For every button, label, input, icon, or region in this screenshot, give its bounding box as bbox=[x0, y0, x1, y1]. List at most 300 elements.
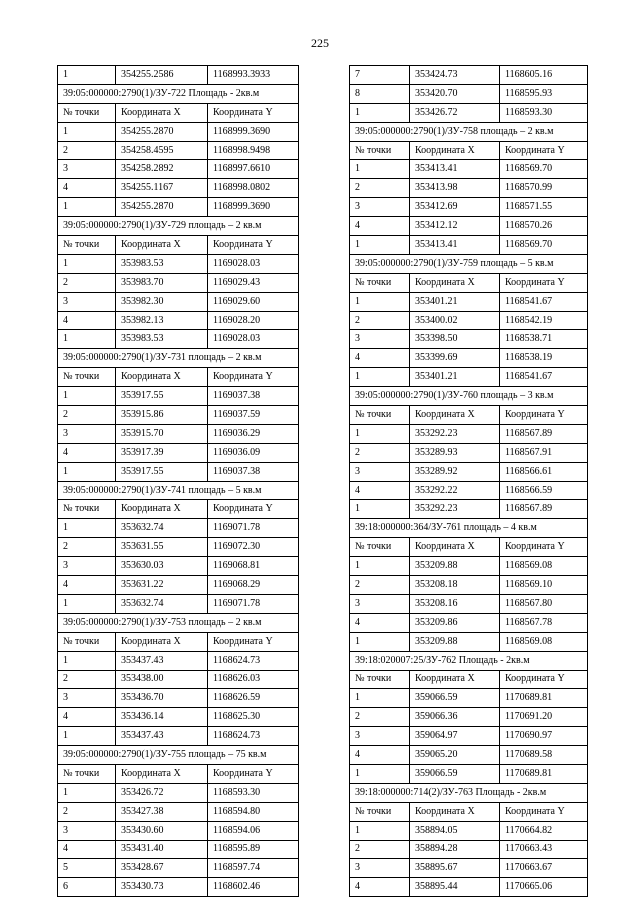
point-number-cell: 2 bbox=[58, 538, 116, 557]
coordinate-y-cell: 1170664.82 bbox=[500, 821, 588, 840]
coordinate-y-cell: 1168593.30 bbox=[500, 103, 588, 122]
point-number-cell: 1 bbox=[58, 651, 116, 670]
point-number-cell: 1 bbox=[58, 198, 116, 217]
coordinate-y-cell: Координата Y bbox=[208, 500, 299, 519]
point-number-cell: 1 bbox=[58, 783, 116, 802]
table-row bbox=[58, 576, 299, 595]
coordinate-x-cell: 358894.05 bbox=[410, 821, 500, 840]
coordinate-x-cell: 353983.53 bbox=[116, 254, 208, 273]
parcel-header-row bbox=[58, 613, 299, 632]
point-number-cell: 2 bbox=[58, 141, 116, 160]
table-row bbox=[58, 840, 299, 859]
coordinate-y-cell: Координата Y bbox=[500, 538, 588, 557]
point-number-cell: № точки bbox=[350, 141, 410, 160]
coordinate-x-cell: 353398.50 bbox=[410, 330, 500, 349]
coordinate-x-cell: Координата X bbox=[116, 764, 208, 783]
table-row bbox=[350, 576, 588, 595]
point-number-cell: 1 bbox=[350, 424, 410, 443]
coordinate-x-cell: 353413.41 bbox=[410, 236, 500, 255]
point-number-cell: 1 bbox=[58, 462, 116, 481]
coordinate-x-cell: Координата X bbox=[116, 500, 208, 519]
coordinate-x-cell: 353424.73 bbox=[410, 66, 500, 85]
coordinate-y-cell: 1169029.43 bbox=[208, 273, 299, 292]
coordinate-x-cell: 359066.59 bbox=[410, 689, 500, 708]
table-row bbox=[350, 878, 588, 897]
table-row bbox=[350, 349, 588, 368]
coordinate-x-cell: 358895.44 bbox=[410, 878, 500, 897]
point-number-cell: 3 bbox=[58, 160, 116, 179]
point-number-cell: № точки bbox=[58, 632, 116, 651]
coordinate-x-cell: 353428.67 bbox=[116, 859, 208, 878]
point-number-cell: № точки bbox=[350, 406, 410, 425]
table-row bbox=[58, 311, 299, 330]
coordinate-y-cell: 1168566.59 bbox=[500, 481, 588, 500]
coordinate-y-cell: 1168624.73 bbox=[208, 651, 299, 670]
coordinate-x-cell: 353436.14 bbox=[116, 708, 208, 727]
coordinate-x-cell: 353412.12 bbox=[410, 217, 500, 236]
point-number-cell: 2 bbox=[350, 179, 410, 198]
table-row bbox=[58, 122, 299, 141]
table-row bbox=[58, 179, 299, 198]
parcel-header-row bbox=[350, 387, 588, 406]
coordinate-y-cell: 1168570.26 bbox=[500, 217, 588, 236]
point-number-cell: 8 bbox=[350, 84, 410, 103]
point-number-cell: № точки bbox=[58, 500, 116, 519]
point-number-cell: 2 bbox=[350, 708, 410, 727]
table-row bbox=[350, 311, 588, 330]
coordinate-y-cell: 1168625.30 bbox=[208, 708, 299, 727]
point-number-cell: 3 bbox=[350, 198, 410, 217]
coordinate-x-cell: 353289.93 bbox=[410, 443, 500, 462]
point-number-cell: № точки bbox=[350, 670, 410, 689]
point-number-cell: 1 bbox=[350, 368, 410, 387]
coordinate-y-cell: 1168567.91 bbox=[500, 443, 588, 462]
parcel-header: 39:05:000000:2790(1)/ЗУ-731 площадь – 2 кв.м bbox=[58, 349, 299, 368]
coordinate-x-cell: 353208.16 bbox=[410, 594, 500, 613]
coordinate-y-cell: 1168542.19 bbox=[500, 311, 588, 330]
coordinate-y-cell: 1168569.70 bbox=[500, 160, 588, 179]
table-row bbox=[58, 727, 299, 746]
coordinate-y-cell: 1169068.81 bbox=[208, 557, 299, 576]
parcel-header: 39:05:000000:2790(1)/ЗУ-758 площадь – 2 кв.м bbox=[350, 122, 588, 141]
coordinate-x-cell: 353426.72 bbox=[116, 783, 208, 802]
point-number-cell: 1 bbox=[350, 689, 410, 708]
coordinate-x-cell: 353208.18 bbox=[410, 576, 500, 595]
parcel-header: 39:05:000000:2790(1)/ЗУ-760 площадь – 3 кв.м bbox=[350, 387, 588, 406]
table-row bbox=[58, 387, 299, 406]
column-header-row bbox=[350, 802, 588, 821]
parcel-header: 39:05:000000:2790(1)/ЗУ-753 площадь – 2 кв.м bbox=[58, 613, 299, 632]
coordinate-y-cell: 1170691.20 bbox=[500, 708, 588, 727]
table-row bbox=[58, 783, 299, 802]
parcel-header-row bbox=[58, 217, 299, 236]
coordinate-x-cell: 353917.39 bbox=[116, 443, 208, 462]
coordinate-y-cell: 1168594.80 bbox=[208, 802, 299, 821]
coordinate-x-cell: Координата X bbox=[410, 141, 500, 160]
table-row bbox=[350, 859, 588, 878]
point-number-cell: № точки bbox=[350, 273, 410, 292]
coordinate-y-cell: 1168567.80 bbox=[500, 594, 588, 613]
point-number-cell: 5 bbox=[58, 859, 116, 878]
coordinate-y-cell: 1168993.3933 bbox=[208, 66, 299, 85]
table-row bbox=[58, 821, 299, 840]
table-row bbox=[58, 557, 299, 576]
coordinate-y-cell: 1168569.08 bbox=[500, 557, 588, 576]
coordinate-y-cell: 1170665.06 bbox=[500, 878, 588, 897]
point-number-cell: 1 bbox=[58, 66, 116, 85]
table-row bbox=[58, 802, 299, 821]
coordinate-y-cell: Координата Y bbox=[500, 802, 588, 821]
coordinate-y-cell: Координата Y bbox=[208, 103, 299, 122]
coordinate-y-cell: 1169036.29 bbox=[208, 424, 299, 443]
point-number-cell: 4 bbox=[350, 878, 410, 897]
table-row bbox=[350, 689, 588, 708]
coordinate-x-cell: 358894.28 bbox=[410, 840, 500, 859]
table-row bbox=[350, 500, 588, 519]
table-row bbox=[350, 368, 588, 387]
coordinate-x-cell: 353426.72 bbox=[410, 103, 500, 122]
table-row bbox=[58, 273, 299, 292]
coordinate-x-cell: 353983.53 bbox=[116, 330, 208, 349]
parcel-header-row bbox=[350, 254, 588, 273]
column-header-row bbox=[58, 236, 299, 255]
coordinate-y-cell: 1168602.46 bbox=[208, 878, 299, 897]
table-row bbox=[350, 632, 588, 651]
point-number-cell: 1 bbox=[58, 254, 116, 273]
coordinate-y-cell: Координата Y bbox=[500, 141, 588, 160]
table-row bbox=[58, 519, 299, 538]
point-number-cell: 2 bbox=[58, 273, 116, 292]
table-row bbox=[58, 406, 299, 425]
coordinate-x-cell: 353292.23 bbox=[410, 424, 500, 443]
right-table-body bbox=[350, 66, 588, 897]
parcel-header: 39:18:000000:714(2)/ЗУ-763 Площадь - 2кв.м bbox=[350, 783, 588, 802]
table-row bbox=[350, 236, 588, 255]
coordinate-y-cell: 1168571.55 bbox=[500, 198, 588, 217]
parcel-header: 39:05:000000:2790(1)/ЗУ-755 площадь – 75 кв.м bbox=[58, 746, 299, 765]
coordinate-y-cell: 1169028.03 bbox=[208, 330, 299, 349]
table-row bbox=[58, 292, 299, 311]
coordinate-y-cell: 1168998.0802 bbox=[208, 179, 299, 198]
coordinate-y-cell: 1168541.67 bbox=[500, 292, 588, 311]
coordinate-y-cell: 1169037.38 bbox=[208, 387, 299, 406]
point-number-cell: 3 bbox=[58, 557, 116, 576]
coordinate-x-cell: 353631.22 bbox=[116, 576, 208, 595]
parcel-header: 39:18:020007:25/ЗУ-762 Площадь - 2кв.м bbox=[350, 651, 588, 670]
coordinate-x-cell: Координата X bbox=[410, 273, 500, 292]
coordinate-x-cell: Координата X bbox=[116, 368, 208, 387]
point-number-cell: 1 bbox=[350, 236, 410, 255]
table-row bbox=[350, 821, 588, 840]
point-number-cell: 1 bbox=[350, 632, 410, 651]
point-number-cell: 3 bbox=[350, 727, 410, 746]
table-row bbox=[350, 613, 588, 632]
point-number-cell: 4 bbox=[58, 443, 116, 462]
coordinate-y-cell: 1169071.78 bbox=[208, 519, 299, 538]
coordinate-x-cell: 353420.70 bbox=[410, 84, 500, 103]
coordinate-x-cell: 359065.20 bbox=[410, 746, 500, 765]
coordinate-y-cell: 1170689.81 bbox=[500, 764, 588, 783]
point-number-cell: 7 bbox=[350, 66, 410, 85]
table-row bbox=[350, 84, 588, 103]
coordinate-y-cell: 1168538.19 bbox=[500, 349, 588, 368]
table-row bbox=[58, 254, 299, 273]
coordinate-y-cell: 1169028.20 bbox=[208, 311, 299, 330]
point-number-cell: 6 bbox=[58, 878, 116, 897]
table-row bbox=[58, 594, 299, 613]
point-number-cell: 4 bbox=[58, 576, 116, 595]
column-header-row bbox=[58, 764, 299, 783]
coordinate-y-cell: Координата Y bbox=[500, 406, 588, 425]
table-row bbox=[350, 746, 588, 765]
coordinate-x-cell: 354255.2870 bbox=[116, 198, 208, 217]
coordinate-y-cell: 1169068.29 bbox=[208, 576, 299, 595]
point-number-cell: № точки bbox=[350, 538, 410, 557]
coordinate-y-cell: 1169037.38 bbox=[208, 462, 299, 481]
column-header-row bbox=[350, 141, 588, 160]
coordinate-x-cell: 353632.74 bbox=[116, 519, 208, 538]
coordinate-x-cell: 353430.73 bbox=[116, 878, 208, 897]
right-coordinates-table bbox=[349, 65, 588, 897]
table-row bbox=[58, 708, 299, 727]
coordinate-x-cell: 354255.2586 bbox=[116, 66, 208, 85]
coordinate-y-cell: 1168567.78 bbox=[500, 613, 588, 632]
point-number-cell: 4 bbox=[350, 217, 410, 236]
table-row bbox=[350, 217, 588, 236]
coordinate-y-cell: 1170663.67 bbox=[500, 859, 588, 878]
coordinate-x-cell: 353401.21 bbox=[410, 368, 500, 387]
coordinate-y-cell: 1168595.93 bbox=[500, 84, 588, 103]
point-number-cell: 2 bbox=[350, 576, 410, 595]
point-number-cell: 2 bbox=[350, 840, 410, 859]
coordinate-x-cell: 353292.23 bbox=[410, 500, 500, 519]
coordinate-y-cell: 1168566.61 bbox=[500, 462, 588, 481]
table-row bbox=[350, 840, 588, 859]
point-number-cell: 1 bbox=[58, 519, 116, 538]
point-number-cell: 4 bbox=[58, 311, 116, 330]
coordinate-y-cell: 1168569.10 bbox=[500, 576, 588, 595]
coordinate-y-cell: 1169071.78 bbox=[208, 594, 299, 613]
table-row bbox=[58, 160, 299, 179]
parcel-header: 39:05:000000:2790(1)/ЗУ-741 площадь – 5 кв.м bbox=[58, 481, 299, 500]
coordinate-x-cell: 353431.40 bbox=[116, 840, 208, 859]
coordinate-x-cell: 353412.69 bbox=[410, 198, 500, 217]
coordinate-y-cell: 1168538.71 bbox=[500, 330, 588, 349]
table-row bbox=[58, 670, 299, 689]
column-header-row bbox=[350, 406, 588, 425]
coordinate-y-cell: 1168569.70 bbox=[500, 236, 588, 255]
coordinate-y-cell: Координата Y bbox=[208, 632, 299, 651]
coordinate-x-cell: 353437.43 bbox=[116, 651, 208, 670]
page-number: 225 bbox=[311, 36, 329, 50]
table-row bbox=[350, 424, 588, 443]
coordinate-x-cell: 353209.88 bbox=[410, 557, 500, 576]
coordinate-y-cell: 1170663.43 bbox=[500, 840, 588, 859]
coordinate-x-cell: 358895.67 bbox=[410, 859, 500, 878]
point-number-cell: 1 bbox=[58, 122, 116, 141]
coordinate-x-cell: Координата X bbox=[410, 802, 500, 821]
left-coordinates-table bbox=[57, 65, 299, 897]
coordinate-y-cell: 1168594.06 bbox=[208, 821, 299, 840]
table-row bbox=[350, 179, 588, 198]
coordinate-x-cell: 353917.55 bbox=[116, 462, 208, 481]
point-number-cell: 3 bbox=[350, 594, 410, 613]
column-header-row bbox=[58, 632, 299, 651]
point-number-cell: 1 bbox=[350, 500, 410, 519]
coordinate-y-cell: 1169037.59 bbox=[208, 406, 299, 425]
table-row bbox=[58, 66, 299, 85]
coordinate-x-cell: 353437.43 bbox=[116, 727, 208, 746]
point-number-cell: № точки bbox=[58, 103, 116, 122]
coordinate-y-cell: 1168626.59 bbox=[208, 689, 299, 708]
table-row bbox=[350, 66, 588, 85]
table-row bbox=[350, 198, 588, 217]
coordinate-x-cell: 353292.22 bbox=[410, 481, 500, 500]
point-number-cell: 1 bbox=[58, 387, 116, 406]
column-header-row bbox=[58, 103, 299, 122]
coordinate-x-cell: 353915.86 bbox=[116, 406, 208, 425]
coordinate-y-cell: 1168999.3690 bbox=[208, 198, 299, 217]
coordinate-x-cell: Координата X bbox=[410, 406, 500, 425]
coordinate-y-cell: Координата Y bbox=[208, 236, 299, 255]
point-number-cell: 4 bbox=[58, 179, 116, 198]
point-number-cell: 4 bbox=[58, 840, 116, 859]
point-number-cell: 2 bbox=[58, 406, 116, 425]
table-row bbox=[58, 198, 299, 217]
parcel-header-row bbox=[350, 122, 588, 141]
coordinate-y-cell: 1169072.30 bbox=[208, 538, 299, 557]
coordinate-y-cell: 1168541.67 bbox=[500, 368, 588, 387]
table-row bbox=[350, 443, 588, 462]
table-row bbox=[58, 462, 299, 481]
coordinate-x-cell: 359064.97 bbox=[410, 727, 500, 746]
coordinate-x-cell: 353438.00 bbox=[116, 670, 208, 689]
coordinate-y-cell: 1170690.97 bbox=[500, 727, 588, 746]
coordinate-y-cell: 1170689.81 bbox=[500, 689, 588, 708]
coordinate-y-cell: 1168626.03 bbox=[208, 670, 299, 689]
coordinate-y-cell: 1168567.89 bbox=[500, 500, 588, 519]
point-number-cell: 1 bbox=[58, 330, 116, 349]
parcel-header-row bbox=[350, 783, 588, 802]
coordinate-x-cell: 353983.70 bbox=[116, 273, 208, 292]
parcel-header-row bbox=[58, 746, 299, 765]
coordinate-y-cell: Координата Y bbox=[500, 670, 588, 689]
coordinate-y-cell: 1168999.3690 bbox=[208, 122, 299, 141]
point-number-cell: 2 bbox=[350, 311, 410, 330]
coordinate-x-cell: 354255.2870 bbox=[116, 122, 208, 141]
coordinate-x-cell: 354258.2892 bbox=[116, 160, 208, 179]
coordinate-x-cell: 353413.41 bbox=[410, 160, 500, 179]
coordinate-x-cell: 354255.1167 bbox=[116, 179, 208, 198]
coordinate-y-cell: 1169029.60 bbox=[208, 292, 299, 311]
coordinate-x-cell: 359066.36 bbox=[410, 708, 500, 727]
point-number-cell: 1 bbox=[350, 821, 410, 840]
point-number-cell: 3 bbox=[350, 330, 410, 349]
table-row bbox=[350, 462, 588, 481]
parcel-header-row bbox=[58, 349, 299, 368]
point-number-cell: 3 bbox=[58, 689, 116, 708]
coordinate-x-cell: 353401.21 bbox=[410, 292, 500, 311]
column-header-row bbox=[58, 500, 299, 519]
coordinate-x-cell: 353209.88 bbox=[410, 632, 500, 651]
parcel-header: 39:05:000000:2790(1)/ЗУ-722 Площадь - 2кв.м bbox=[58, 84, 299, 103]
table-row bbox=[350, 727, 588, 746]
table-row bbox=[58, 859, 299, 878]
point-number-cell: № точки bbox=[58, 368, 116, 387]
point-number-cell: 2 bbox=[350, 443, 410, 462]
table-row bbox=[350, 481, 588, 500]
column-header-row bbox=[350, 273, 588, 292]
point-number-cell: № точки bbox=[58, 764, 116, 783]
coordinate-x-cell: 353427.38 bbox=[116, 802, 208, 821]
point-number-cell: № точки bbox=[350, 802, 410, 821]
left-table-body bbox=[58, 66, 299, 897]
table-row bbox=[350, 557, 588, 576]
coordinate-x-cell: 353436.70 bbox=[116, 689, 208, 708]
table-row bbox=[58, 538, 299, 557]
coordinate-x-cell: 353630.03 bbox=[116, 557, 208, 576]
coordinate-y-cell: 1169036.09 bbox=[208, 443, 299, 462]
parcel-header: 39:05:000000:2790(1)/ЗУ-729 площадь – 2 кв.м bbox=[58, 217, 299, 236]
coordinate-x-cell: 353413.98 bbox=[410, 179, 500, 198]
point-number-cell: 1 bbox=[350, 764, 410, 783]
point-number-cell: 3 bbox=[58, 821, 116, 840]
coordinate-y-cell: 1168597.74 bbox=[208, 859, 299, 878]
point-number-cell: 4 bbox=[350, 349, 410, 368]
coordinate-y-cell: Координата Y bbox=[500, 273, 588, 292]
coordinate-x-cell: 353400.02 bbox=[410, 311, 500, 330]
coordinate-y-cell: 1168570.99 bbox=[500, 179, 588, 198]
point-number-cell: 2 bbox=[58, 802, 116, 821]
coordinate-x-cell: 353631.55 bbox=[116, 538, 208, 557]
table-row bbox=[58, 878, 299, 897]
coordinate-x-cell: 353430.60 bbox=[116, 821, 208, 840]
point-number-cell: 1 bbox=[350, 292, 410, 311]
coordinate-x-cell: Координата X bbox=[410, 538, 500, 557]
coordinate-x-cell: Координата X bbox=[116, 103, 208, 122]
coordinate-y-cell: 1168997.6610 bbox=[208, 160, 299, 179]
table-row bbox=[350, 708, 588, 727]
table-row bbox=[58, 689, 299, 708]
point-number-cell: 3 bbox=[58, 292, 116, 311]
coordinate-x-cell: 353289.92 bbox=[410, 462, 500, 481]
point-number-cell: 3 bbox=[350, 859, 410, 878]
table-row bbox=[58, 330, 299, 349]
parcel-header: 39:05:000000:2790(1)/ЗУ-759 площадь – 5 кв.м bbox=[350, 254, 588, 273]
table-row bbox=[350, 764, 588, 783]
column-header-row bbox=[350, 538, 588, 557]
coordinate-x-cell: 353917.55 bbox=[116, 387, 208, 406]
point-number-cell: 3 bbox=[350, 462, 410, 481]
coordinate-x-cell: 353982.13 bbox=[116, 311, 208, 330]
table-row bbox=[58, 443, 299, 462]
point-number-cell: 1 bbox=[350, 103, 410, 122]
table-row bbox=[58, 651, 299, 670]
coordinate-x-cell: Координата X bbox=[410, 670, 500, 689]
point-number-cell: 4 bbox=[58, 708, 116, 727]
point-number-cell: 4 bbox=[350, 746, 410, 765]
coordinate-y-cell: 1170689.58 bbox=[500, 746, 588, 765]
point-number-cell: 1 bbox=[58, 727, 116, 746]
point-number-cell: 1 bbox=[58, 594, 116, 613]
coordinate-x-cell: Координата X bbox=[116, 236, 208, 255]
point-number-cell: 4 bbox=[350, 481, 410, 500]
coordinate-y-cell: 1169028.03 bbox=[208, 254, 299, 273]
coordinate-y-cell: 1168593.30 bbox=[208, 783, 299, 802]
coordinate-x-cell: 353982.30 bbox=[116, 292, 208, 311]
table-row bbox=[58, 141, 299, 160]
coordinate-x-cell: 353399.69 bbox=[410, 349, 500, 368]
